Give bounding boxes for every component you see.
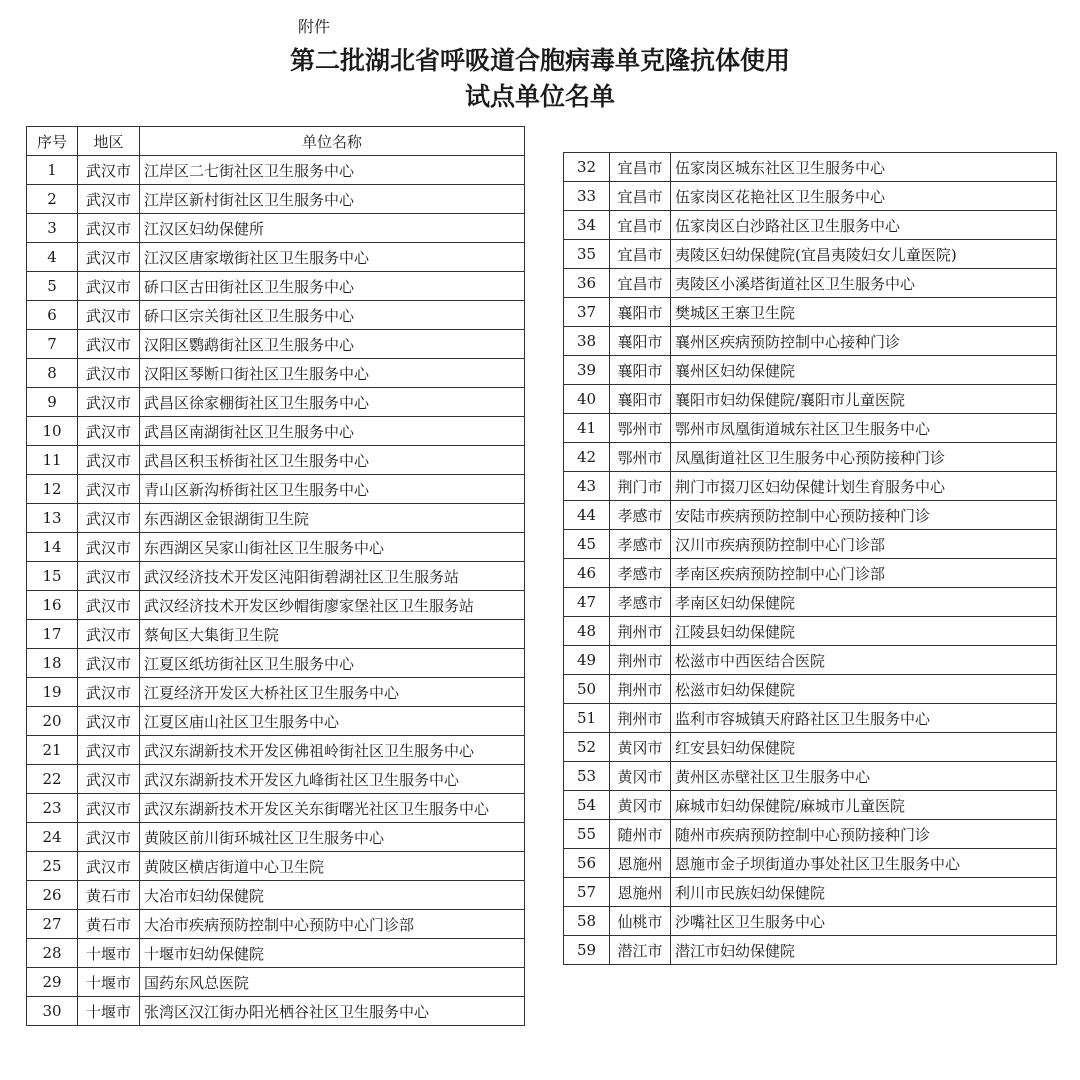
cell-unit-name: 麻城市妇幼保健院/麻城市儿童医院 (671, 791, 1057, 820)
cell-region: 荆州市 (610, 646, 671, 675)
cell-serial-number: 11 (27, 446, 78, 475)
cell-serial-number: 52 (564, 733, 610, 762)
cell-serial-number: 37 (564, 298, 610, 327)
cell-unit-name: 武汉东湖新技术开发区九峰街社区卫生服务中心 (140, 765, 525, 794)
cell-unit-name: 江夏经济开发区大桥社区卫生服务中心 (140, 678, 525, 707)
cell-region: 襄阳市 (610, 385, 671, 414)
cell-serial-number: 14 (27, 533, 78, 562)
cell-serial-number: 46 (564, 559, 610, 588)
cell-serial-number: 57 (564, 878, 610, 907)
cell-serial-number: 49 (564, 646, 610, 675)
cell-serial-number: 40 (564, 385, 610, 414)
cell-region: 武汉市 (78, 765, 140, 794)
cell-serial-number: 26 (27, 881, 78, 910)
cell-unit-name: 江岸区二七街社区卫生服务中心 (140, 156, 525, 185)
table-row (27, 910, 525, 939)
cell-region: 武汉市 (78, 794, 140, 823)
cell-serial-number: 33 (564, 182, 610, 211)
cell-serial-number: 27 (27, 910, 78, 939)
cell-unit-name: 国药东风总医院 (140, 968, 525, 997)
table-row (27, 301, 525, 330)
header-unit-name: 单位名称 (140, 127, 525, 156)
cell-region: 随州市 (610, 820, 671, 849)
table-row (564, 501, 1057, 530)
table-row (27, 765, 525, 794)
cell-serial-number: 15 (27, 562, 78, 591)
cell-unit-name: 利川市民族妇幼保健院 (671, 878, 1057, 907)
cell-region: 武汉市 (78, 736, 140, 765)
cell-serial-number: 16 (27, 591, 78, 620)
table-row (564, 414, 1057, 443)
cell-region: 潜江市 (610, 936, 671, 965)
cell-region: 襄阳市 (610, 356, 671, 385)
cell-region: 孝感市 (610, 501, 671, 530)
cell-serial-number: 56 (564, 849, 610, 878)
table-row (27, 939, 525, 968)
cell-unit-name: 夷陵区小溪塔街道社区卫生服务中心 (671, 269, 1057, 298)
table-row (27, 388, 525, 417)
cell-region: 恩施州 (610, 849, 671, 878)
cell-region: 孝感市 (610, 559, 671, 588)
cell-serial-number: 30 (27, 997, 78, 1026)
cell-region: 荆州市 (610, 675, 671, 704)
table-row (564, 356, 1057, 385)
cell-serial-number: 3 (27, 214, 78, 243)
cell-region: 武汉市 (78, 475, 140, 504)
table-row (564, 646, 1057, 675)
cell-region: 襄阳市 (610, 298, 671, 327)
table-row (564, 849, 1057, 878)
unit-list-table-right (563, 152, 1057, 965)
cell-region: 襄阳市 (610, 327, 671, 356)
table-row (27, 823, 525, 852)
cell-unit-name: 武汉东湖新技术开发区关东街曙光社区卫生服务中心 (140, 794, 525, 823)
cell-serial-number: 19 (27, 678, 78, 707)
cell-region: 武汉市 (78, 388, 140, 417)
cell-serial-number: 10 (27, 417, 78, 446)
table-row (564, 298, 1057, 327)
table-row (564, 617, 1057, 646)
cell-serial-number: 9 (27, 388, 78, 417)
cell-serial-number: 5 (27, 272, 78, 301)
cell-unit-name: 江陵县妇幼保健院 (671, 617, 1057, 646)
cell-unit-name: 武汉东湖新技术开发区佛祖岭街社区卫生服务中心 (140, 736, 525, 765)
table-row (564, 791, 1057, 820)
cell-unit-name: 汉阳区鹦鹉街社区卫生服务中心 (140, 330, 525, 359)
cell-serial-number: 50 (564, 675, 610, 704)
table-row (27, 881, 525, 910)
cell-unit-name: 黄陂区前川街环城社区卫生服务中心 (140, 823, 525, 852)
cell-region: 十堰市 (78, 939, 140, 968)
cell-region: 鄂州市 (610, 414, 671, 443)
document-title-line-1: 第二批湖北省呼吸道合胞病毒单克隆抗体使用 (289, 46, 790, 75)
cell-serial-number: 58 (564, 907, 610, 936)
cell-region: 十堰市 (78, 997, 140, 1026)
cell-region: 宜昌市 (610, 269, 671, 298)
cell-serial-number: 59 (564, 936, 610, 965)
cell-unit-name: 襄州区妇幼保健院 (671, 356, 1057, 385)
table-row (564, 211, 1057, 240)
table-row (27, 997, 525, 1026)
cell-region: 武汉市 (78, 504, 140, 533)
cell-region: 武汉市 (78, 620, 140, 649)
cell-unit-name: 监利市容城镇天府路社区卫生服务中心 (671, 704, 1057, 733)
header-serial-number: 序号 (27, 127, 78, 156)
table-row (27, 968, 525, 997)
table-row (27, 475, 525, 504)
cell-unit-name: 汉阳区琴断口街社区卫生服务中心 (140, 359, 525, 388)
cell-region: 黄冈市 (610, 733, 671, 762)
cell-unit-name: 襄阳市妇幼保健院/襄阳市儿童医院 (671, 385, 1057, 414)
cell-unit-name: 武汉经济技术开发区沌阳街碧湖社区卫生服务站 (140, 562, 525, 591)
cell-serial-number: 22 (27, 765, 78, 794)
table-row (27, 794, 525, 823)
cell-serial-number: 1 (27, 156, 78, 185)
cell-unit-name: 孝南区妇幼保健院 (671, 588, 1057, 617)
table-row (27, 504, 525, 533)
table-row (27, 678, 525, 707)
cell-unit-name: 江汉区妇幼保健所 (140, 214, 525, 243)
table-row (27, 562, 525, 591)
cell-serial-number: 48 (564, 617, 610, 646)
cell-region: 武汉市 (78, 156, 140, 185)
cell-serial-number: 45 (564, 530, 610, 559)
cell-region: 武汉市 (78, 330, 140, 359)
table-row (564, 472, 1057, 501)
cell-unit-name: 武昌区积玉桥街社区卫生服务中心 (140, 446, 525, 475)
table-row (27, 359, 525, 388)
cell-unit-name: 松滋市妇幼保健院 (671, 675, 1057, 704)
cell-region: 鄂州市 (610, 443, 671, 472)
table-row (564, 240, 1057, 269)
cell-region: 黄冈市 (610, 791, 671, 820)
cell-serial-number: 36 (564, 269, 610, 298)
table-row (27, 446, 525, 475)
cell-unit-name: 汉川市疾病预防控制中心门诊部 (671, 530, 1057, 559)
cell-unit-name: 武汉经济技术开发区纱帽街廖家堡社区卫生服务站 (140, 591, 525, 620)
cell-unit-name: 伍家岗区白沙路社区卫生服务中心 (671, 211, 1057, 240)
table-row (27, 852, 525, 881)
cell-serial-number: 41 (564, 414, 610, 443)
cell-serial-number: 13 (27, 504, 78, 533)
cell-unit-name: 武昌区南湖街社区卫生服务中心 (140, 417, 525, 446)
cell-unit-name: 江夏区纸坊街社区卫生服务中心 (140, 649, 525, 678)
cell-unit-name: 大冶市妇幼保健院 (140, 881, 525, 910)
cell-serial-number: 39 (564, 356, 610, 385)
cell-unit-name: 荆门市掇刀区妇幼保健计划生育服务中心 (671, 472, 1057, 501)
cell-region: 黄冈市 (610, 762, 671, 791)
cell-serial-number: 34 (564, 211, 610, 240)
cell-unit-name: 硚口区宗关街社区卫生服务中心 (140, 301, 525, 330)
cell-serial-number: 51 (564, 704, 610, 733)
cell-serial-number: 25 (27, 852, 78, 881)
cell-region: 武汉市 (78, 301, 140, 330)
cell-unit-name: 伍家岗区花艳社区卫生服务中心 (671, 182, 1057, 211)
table-row (564, 530, 1057, 559)
cell-unit-name: 江夏区庙山社区卫生服务中心 (140, 707, 525, 736)
cell-unit-name: 夷陵区妇幼保健院(宜昌夷陵妇女儿童医院) (671, 240, 1057, 269)
cell-serial-number: 38 (564, 327, 610, 356)
table-row (27, 272, 525, 301)
table-row (27, 736, 525, 765)
cell-unit-name: 安陆市疾病预防控制中心预防接种门诊 (671, 501, 1057, 530)
cell-serial-number: 55 (564, 820, 610, 849)
cell-region: 武汉市 (78, 649, 140, 678)
cell-region: 宜昌市 (610, 182, 671, 211)
cell-region: 武汉市 (78, 243, 140, 272)
table-row (564, 153, 1057, 182)
cell-unit-name: 鄂州市凤凰街道城东社区卫生服务中心 (671, 414, 1057, 443)
cell-serial-number: 44 (564, 501, 610, 530)
cell-unit-name: 随州市疾病预防控制中心预防接种门诊 (671, 820, 1057, 849)
cell-region: 武汉市 (78, 678, 140, 707)
cell-serial-number: 43 (564, 472, 610, 501)
table-row (27, 156, 525, 185)
cell-region: 孝感市 (610, 588, 671, 617)
cell-unit-name: 松滋市中西医结合医院 (671, 646, 1057, 675)
cell-region: 武汉市 (78, 562, 140, 591)
cell-serial-number: 28 (27, 939, 78, 968)
cell-serial-number: 23 (27, 794, 78, 823)
cell-unit-name: 张湾区汉江街办阳光栖谷社区卫生服务中心 (140, 997, 525, 1026)
cell-region: 十堰市 (78, 968, 140, 997)
cell-serial-number: 47 (564, 588, 610, 617)
cell-region: 宜昌市 (610, 240, 671, 269)
cell-unit-name: 潜江市妇幼保健院 (671, 936, 1057, 965)
cell-serial-number: 7 (27, 330, 78, 359)
cell-unit-name: 孝南区疾病预防控制中心门诊部 (671, 559, 1057, 588)
table-row (27, 243, 525, 272)
cell-region: 孝感市 (610, 530, 671, 559)
attachment-label: 附件 (298, 17, 331, 36)
cell-unit-name: 襄州区疾病预防控制中心接种门诊 (671, 327, 1057, 356)
table-row (564, 733, 1057, 762)
cell-serial-number: 12 (27, 475, 78, 504)
document-title-line-2: 试点单位名单 (464, 82, 615, 111)
cell-region: 武汉市 (78, 823, 140, 852)
cell-unit-name: 红安县妇幼保健院 (671, 733, 1057, 762)
cell-serial-number: 2 (27, 185, 78, 214)
cell-serial-number: 32 (564, 153, 610, 182)
cell-unit-name: 硚口区古田街社区卫生服务中心 (140, 272, 525, 301)
cell-region: 荆州市 (610, 704, 671, 733)
cell-serial-number: 35 (564, 240, 610, 269)
cell-serial-number: 4 (27, 243, 78, 272)
table-row (27, 591, 525, 620)
cell-unit-name: 凤凰街道社区卫生服务中心预防接种门诊 (671, 443, 1057, 472)
cell-unit-name: 江汉区唐家墩街社区卫生服务中心 (140, 243, 525, 272)
cell-unit-name: 樊城区王寨卫生院 (671, 298, 1057, 327)
cell-unit-name: 蔡甸区大集街卫生院 (140, 620, 525, 649)
cell-serial-number: 24 (27, 823, 78, 852)
table-row (564, 182, 1057, 211)
cell-region: 武汉市 (78, 272, 140, 301)
table-row (564, 704, 1057, 733)
table-row (564, 820, 1057, 849)
cell-unit-name: 黄陂区横店街道中心卫生院 (140, 852, 525, 881)
table-row (27, 707, 525, 736)
cell-unit-name: 十堰市妇幼保健院 (140, 939, 525, 968)
cell-region: 宜昌市 (610, 153, 671, 182)
table-row (564, 327, 1057, 356)
table-header-row (27, 127, 525, 156)
cell-serial-number: 6 (27, 301, 78, 330)
cell-region: 宜昌市 (610, 211, 671, 240)
table-row (564, 762, 1057, 791)
cell-region: 荆州市 (610, 617, 671, 646)
cell-region: 武汉市 (78, 185, 140, 214)
cell-serial-number: 53 (564, 762, 610, 791)
table-row (564, 907, 1057, 936)
cell-region: 武汉市 (78, 359, 140, 388)
table-row (564, 443, 1057, 472)
cell-region: 恩施州 (610, 878, 671, 907)
table-row (564, 559, 1057, 588)
header-region: 地区 (78, 127, 140, 156)
table-row (564, 878, 1057, 907)
cell-serial-number: 21 (27, 736, 78, 765)
table-row (27, 214, 525, 243)
cell-serial-number: 20 (27, 707, 78, 736)
table-row (564, 385, 1057, 414)
cell-unit-name: 东西湖区吴家山街社区卫生服务中心 (140, 533, 525, 562)
table-row (27, 620, 525, 649)
table-row (27, 330, 525, 359)
cell-unit-name: 东西湖区金银湖街卫生院 (140, 504, 525, 533)
cell-region: 荆门市 (610, 472, 671, 501)
cell-region: 武汉市 (78, 591, 140, 620)
cell-unit-name: 武昌区徐家棚街社区卫生服务中心 (140, 388, 525, 417)
cell-unit-name: 黄州区赤壁社区卫生服务中心 (671, 762, 1057, 791)
cell-region: 黄石市 (78, 881, 140, 910)
cell-region: 武汉市 (78, 446, 140, 475)
table-row (27, 417, 525, 446)
table-row (27, 649, 525, 678)
cell-serial-number: 29 (27, 968, 78, 997)
table-row (564, 269, 1057, 298)
cell-region: 武汉市 (78, 852, 140, 881)
cell-region: 武汉市 (78, 707, 140, 736)
cell-serial-number: 18 (27, 649, 78, 678)
cell-region: 仙桃市 (610, 907, 671, 936)
cell-region: 黄石市 (78, 910, 140, 939)
cell-region: 武汉市 (78, 533, 140, 562)
table-row (564, 588, 1057, 617)
table-row (564, 675, 1057, 704)
cell-serial-number: 8 (27, 359, 78, 388)
table-row (564, 936, 1057, 965)
table-row (27, 533, 525, 562)
cell-unit-name: 伍家岗区城东社区卫生服务中心 (671, 153, 1057, 182)
cell-unit-name: 江岸区新村街社区卫生服务中心 (140, 185, 525, 214)
cell-unit-name: 大冶市疾病预防控制中心预防中心门诊部 (140, 910, 525, 939)
cell-unit-name: 恩施市金子坝街道办事处社区卫生服务中心 (671, 849, 1057, 878)
cell-region: 武汉市 (78, 214, 140, 243)
cell-region: 武汉市 (78, 417, 140, 446)
table-row (27, 185, 525, 214)
cell-unit-name: 沙嘴社区卫生服务中心 (671, 907, 1057, 936)
cell-unit-name: 青山区新沟桥街社区卫生服务中心 (140, 475, 525, 504)
cell-serial-number: 17 (27, 620, 78, 649)
unit-list-table-left (26, 126, 525, 1026)
cell-serial-number: 42 (564, 443, 610, 472)
cell-serial-number: 54 (564, 791, 610, 820)
